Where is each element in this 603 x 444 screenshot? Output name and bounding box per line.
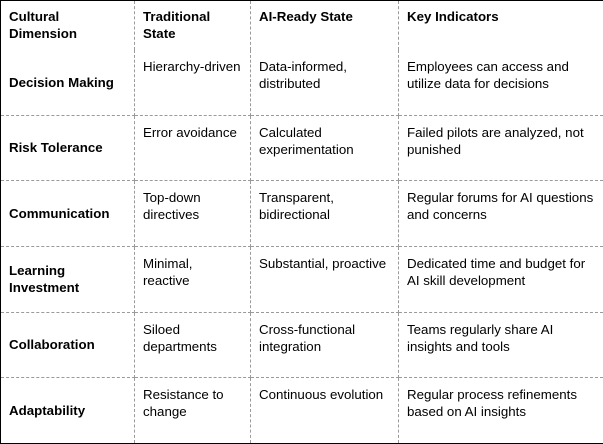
table-row bbox=[1, 312, 603, 378]
row-label-collaboration: Collaboration bbox=[1, 312, 135, 378]
cell-ai-ready-learning-investment: Substantial, proactive bbox=[251, 246, 399, 312]
column-header-key-indicators: Key Indicators bbox=[407, 9, 499, 24]
column-header-ai-ready-state: AI-Ready State bbox=[251, 1, 399, 51]
cell-indicators-risk-tolerance: Failed pilots are analyzed, not punished bbox=[399, 115, 603, 181]
cell-traditional-communication: Top-down directives bbox=[135, 181, 251, 247]
cell-ai-ready-risk-tolerance: Calculated experimentation bbox=[251, 115, 399, 181]
table-row bbox=[1, 378, 603, 444]
cell-indicators-learning-investment: Dedicated time and budget for AI skill development bbox=[399, 246, 603, 312]
column-header-traditional-state: Traditional State bbox=[135, 1, 251, 51]
cell-ai-ready-collaboration: Cross-functional integration bbox=[251, 312, 399, 378]
row-label-communication: Communication bbox=[1, 181, 135, 247]
cell-indicators-decision-making: Employees can access and utilize data for decisions bbox=[399, 50, 603, 115]
table-row bbox=[1, 50, 603, 115]
cell-traditional-adaptability: Resistance to change bbox=[135, 378, 251, 444]
cell-traditional-learning-investment: Minimal, reactive bbox=[135, 246, 251, 312]
table-body bbox=[1, 50, 603, 443]
table-row bbox=[1, 181, 603, 247]
column-header-cultural-dimension: Cultural Dimension bbox=[1, 1, 135, 51]
table-row bbox=[1, 246, 603, 312]
cell-traditional-decision-making: Hierarchy-driven bbox=[135, 50, 251, 115]
row-label-risk-tolerance: Risk Tolerance bbox=[1, 115, 135, 181]
cell-indicators-collaboration: Teams regularly share AI insights and tools bbox=[399, 312, 603, 378]
table-row bbox=[1, 115, 603, 181]
cell-traditional-collaboration: Siloed departments bbox=[135, 312, 251, 378]
table-header-row bbox=[1, 1, 603, 51]
cell-traditional-risk-tolerance: Error avoidance bbox=[135, 115, 251, 181]
row-label-adaptability: Adaptability bbox=[1, 378, 135, 444]
row-label-learning-investment: Learning Investment bbox=[1, 246, 135, 312]
cell-indicators-adaptability: Regular process refinements based on AI insights bbox=[407, 387, 577, 420]
cell-ai-ready-adaptability: Continuous evolution bbox=[251, 378, 399, 444]
cell-indicators-communication: Regular forums for AI questions and concerns bbox=[399, 181, 603, 247]
row-label-decision-making: Decision Making bbox=[1, 50, 135, 115]
cell-ai-ready-communication: Transparent, bidirectional bbox=[251, 181, 399, 247]
cell-ai-ready-decision-making: Data-informed, distributed bbox=[251, 50, 399, 115]
table-header bbox=[1, 1, 603, 51]
